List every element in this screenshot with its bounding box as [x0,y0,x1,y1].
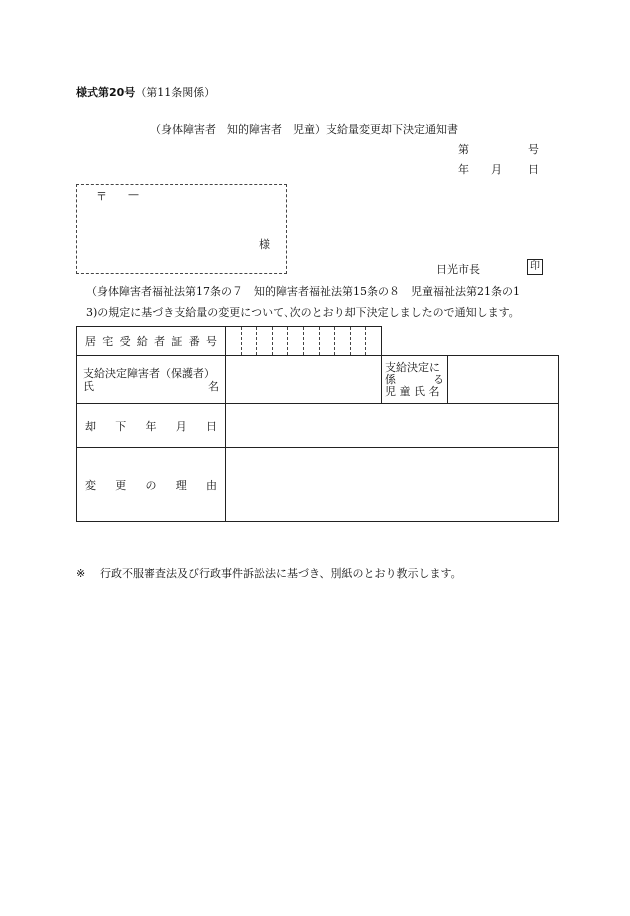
child-label-line1: 支給決定に [385,360,440,374]
rejection-date-label [77,404,226,448]
honorific-sama: 様 [259,238,270,251]
child-label-line3: 児 童 氏 名 [385,384,440,398]
body-text-line-2: 3)の規定に基づき支給量の変更について､次のとおり却下決定しましたので通知します。 [86,306,520,319]
digit-box[interactable] [241,327,257,355]
document-title: （身体障害者 知的障害者 児童）支給量変更却下決定通知書 [150,123,458,136]
date-day: 日 [528,163,539,176]
rejection-date-label-char: 日 [206,419,217,433]
digit-box[interactable] [226,327,241,355]
table-row-guardian [77,356,559,404]
issuer-name: 日光市長 [436,263,480,276]
form-number-label: 様式第20号 [76,86,136,99]
change-reason-input[interactable] [226,448,559,522]
digit-box[interactable] [272,327,288,355]
digit-box[interactable] [303,327,319,355]
change-reason-label-char: 理 [175,478,187,492]
guardian-label-shi: 氏 [83,379,94,393]
certificate-number-input[interactable] [226,327,382,356]
notice-table [76,326,559,522]
seal-stamp: 印 [527,259,543,275]
date-year: 年 [458,163,469,176]
date-month: 月 [491,163,502,176]
appeal-note [76,565,462,581]
form-relation: （第11条関係） [135,86,216,99]
certificate-label-char: 宅 [102,335,114,348]
rejection-date-label-char: 却 [85,419,96,433]
certificate-label-char: 給 [136,335,148,348]
note-mark: ※ [76,567,86,580]
change-reason-label [77,448,226,522]
postal-dash: — [128,188,139,201]
digit-box[interactable] [350,327,366,355]
rejection-date-label-char: 年 [145,419,157,433]
certificate-label-char: 居 [85,335,96,348]
document-number-suffix: 号 [528,143,539,156]
change-reason-label-char: 変 [85,478,96,492]
table-row-certificate [77,327,559,356]
digit-box[interactable] [319,327,335,355]
table-row-rejection-date [77,404,559,448]
certificate-label-char: 証 [171,335,183,348]
guardian-name-label [77,356,226,404]
child-label-ru: る [433,372,444,386]
guardian-label-mei: 名 [208,379,219,393]
postal-mark: 〒 [96,190,107,203]
certificate-number-label [77,327,226,356]
digit-box[interactable] [334,327,350,355]
note-text: 行政不服審査法及び行政事件訴訟法に基づき、別紙のとおり教示します。 [100,567,462,580]
guardian-label-line1: 支給決定障害者（保護者） [83,366,215,380]
child-name-input[interactable] [448,356,559,404]
digit-box[interactable] [287,327,303,355]
document-number-prefix: 第 [458,143,469,156]
certificate-label-char: 番 [188,335,200,348]
rejection-date-label-char: 下 [115,419,127,433]
certificate-label-char: 号 [205,335,217,348]
child-label-kakari: 係 [385,372,396,386]
rejection-date-label-char: 月 [175,419,187,433]
digit-box[interactable] [256,327,272,355]
change-reason-label-char: 更 [115,478,127,492]
form-number [76,84,215,100]
change-reason-label-char: の [145,478,157,492]
guardian-name-input[interactable] [226,356,382,404]
rejection-date-input[interactable] [226,404,559,448]
certificate-label-char: 受 [119,335,131,348]
child-name-label [382,356,448,404]
certificate-label-char: 者 [154,335,166,348]
table-row-reason [77,448,559,522]
change-reason-label-char: 由 [206,478,217,492]
digit-box[interactable] [365,327,381,355]
address-box[interactable] [76,184,287,274]
body-text-line-1: （身体障害者福祉法第17条の７ 知的障害者福祉法第15条の８ 児童福祉法第21条の1 [86,285,520,298]
